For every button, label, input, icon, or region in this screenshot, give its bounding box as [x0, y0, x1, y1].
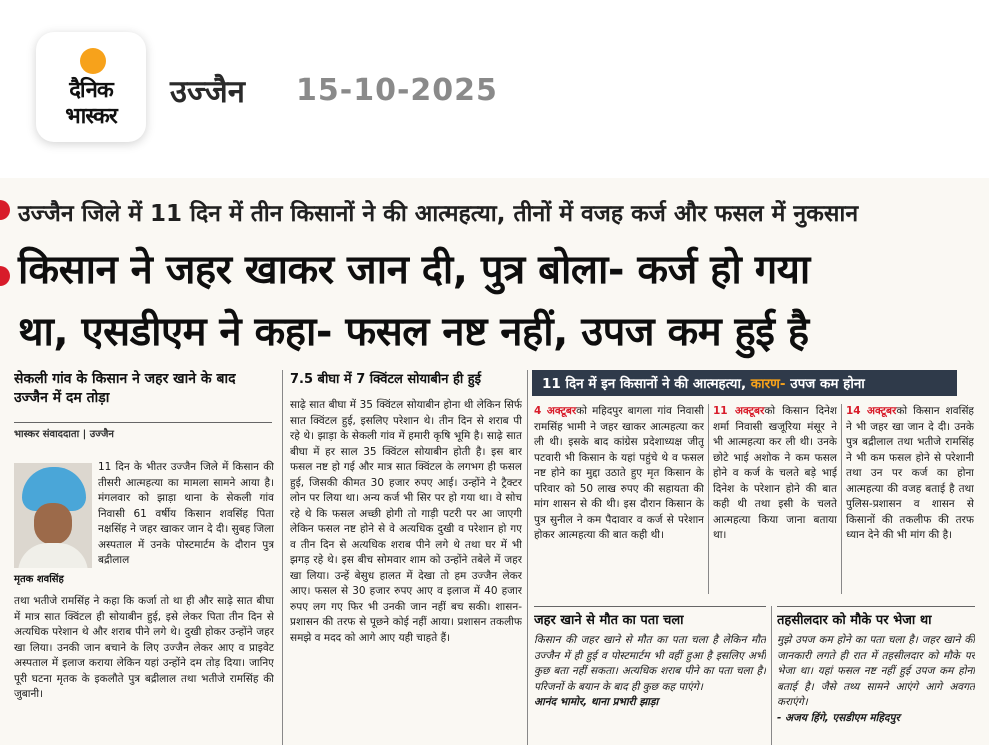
col2-body-wrap: [290, 398, 522, 745]
app-header: [0, 0, 989, 178]
box-item-date: 14 अक्टूबर: [846, 405, 897, 417]
face-shape: [34, 503, 72, 545]
col2-subhead-wrap: [290, 370, 522, 392]
col1-subhead: सेकली गांव के किसान ने जहर खाने के बाद उज्जैन में दम तोड़ा: [14, 371, 236, 406]
box-divider: [841, 404, 842, 594]
red-marker: [0, 200, 10, 220]
article-kicker: उज्जैन जिले में 11 दिन में तीन किसानों ने की आत्महत्या, तीनों में वजह कर्ज और फसल में नुकसान: [18, 201, 859, 227]
side2-body: मुझे उपज कम होने का पता चला है। जहर खाने की जानकारी लगते ही रात में तहसीलदार को मौके पर भेजा था। यहां फसल नष्ट नहीं हुई उपज कम होना बताई है। जैसे तथ्य सामने आएंगे आगे अवगत कराएंगे।: [777, 634, 975, 708]
red-marker: [0, 266, 10, 286]
side2-subhead: तहसीलदार को मौके पर भेजा था: [777, 613, 932, 628]
col1-byline-wrap: [14, 422, 272, 440]
side1-body: किसान की जहर खाने से मौत का पता चला है लेकिन मौत उज्जैन में ही हुई व पोस्टमार्टम भी वहीं हुआ है इसलिए अभी कुछ बता नहीं सकता। अत्यधिक शराब पीने का पता चला है। परिजनों के बयान के बाद ही कुछ कह पाएंगे।: [534, 634, 766, 693]
article-headline-line-1: किसान ने जहर खाकर जान दी, पुत्र बोला- कर्ज हो गया: [18, 247, 810, 293]
box-item-date: 4 अक्टूबर: [534, 405, 577, 417]
box-divider: [708, 404, 709, 594]
side-story-2: [777, 606, 975, 745]
article-headline-line-2: था, एसडीएम ने कहा- फसल नष्ट नहीं, उपज कम हुई है: [18, 309, 809, 355]
box-item-text: को किसान दिनेश शर्मा निवासी खजूरिया मंसूर ने भी आत्महत्या कर ली थी। उनके छोटे भाई अशोक ने कम फसल होने व कर्ज के चलते बड़े भाई दिनेश के परेशान होने की बात कही थी तथा इसी के चलते आत्महत्या किया जाना बताया था।: [713, 405, 837, 541]
column-divider: [771, 606, 772, 745]
box-title-tail: उपज कम होना: [785, 376, 865, 392]
col2-body: साढ़े सात बीघा में 35 क्विंटल सोयाबीन होना थी लेकिन सिर्फ सात क्विंटल हुई, इसलिए परेशान थे। तीन दिन से शराब पी रहे थे। झाड़ा के सेकली गांव में हमारी कृषि भूमि है। साढ़े सात बीघा में हर साल 35 क्विंटल सोयाबीन होती है। इस बार फसल नष्ट हो गई और मात्र सात क्विंटल के लगभग ही फसल हुई, जिसकी कीमत 30 हजार रुपए आई। उन्होंने ने ट्रैक्टर लोन पर लिया था। अन्य कर्ज भी सिर पर हो गया था। वे सोच रहे थे कि फसल अच्छी होगी तो गाड़ी पटरी पर आ जाएगी लेकिन फसल नष्ट होने से वे अत्यधिक दुखी व परेशान हो गए व तीन दिन से अत्यधिक शराब पीने लगे थे तथा घर में भी झगड़ रहे थे। इस बीच सोमवार शाम को उन्होंने तबेले में जहर खा लिया। उन्हें बेसुध हालत में देखा तो हम उज्जैन लेकर आए। फसल से 30 हजार रुपए आए व इलाज में 40 हजार रुपए लग गए फिर भी उनकी जान नहीं बच सकी। शासन-प्रशासन की तरफ से पूछने कोई नहीं आया। प्रशासन तकलीफ समझे व मदद को आगे आए यही चाहते हैं।: [290, 399, 522, 644]
box-item-date: 11 अक्टूबर: [713, 405, 765, 417]
box-item-text: को किसान शवसिंह ने भी जहर खा जान दे दी। उनके पुत्र बद्रीलाल तथा भतीजे रामसिंह ने भी कम फसल होने से परेशानी तथा उन पर कर्ज का होना आत्महत्या की वजह बताई है तथा पुलिस-प्रशासन व शासन से किसानों की तकलीफ की तरफ ध्यान देने की भी मांग की है।: [846, 405, 974, 541]
edition-date[interactable]: 15-10-2025: [296, 73, 498, 108]
col1-body-top-wrap: [98, 460, 274, 594]
newspaper-clipping: [0, 178, 989, 745]
column-divider: [527, 370, 528, 745]
victim-photo: [14, 463, 92, 568]
box-item-3: [846, 404, 974, 598]
logo-line-2: भास्कर: [65, 104, 117, 129]
dainik-bhaskar-logo[interactable]: [36, 32, 146, 142]
box-title-highlight: कारण-: [750, 376, 786, 392]
box-item-2: [713, 404, 837, 598]
box-title: [532, 370, 957, 396]
byline: भास्कर संवाददाता | उज्जैन: [14, 429, 114, 440]
column-divider: [282, 370, 283, 745]
box-title-text: 11 दिन में इन किसानों ने की आत्महत्या,: [542, 376, 751, 392]
col1-body-bottom: तथा भतीजे रामसिंह ने कहा कि कर्जा तो था ही और साढ़े सात बीघा में मात्र सात क्विंटल ही सोयाबीन हुई, इसे लेकर पिता तीन दिन से अत्यधिक परेशान थे और शराब पीने लगे थे। दुखी होकर उन्होंने जहर खा लिया। उनकी जान बचाने के लिए उज्जैन लेकर आए व प्राइवेट अस्पताल में इलाज कराया लेकिन यहां उन्होंने दम तोड़ दिया। जानिए पूरी घटना मृतक के इकलौते पुत्र बद्रीलाल तथा भतीजे रामसिंह की जुबानी।: [14, 595, 274, 700]
side1-subhead: जहर खाने से मौत का पता चला: [534, 613, 684, 628]
shirt-shape: [18, 543, 88, 568]
side-story-1: [534, 606, 766, 745]
col2-subhead: 7.5 बीघा में 7 क्विंटल सोयाबीन ही हुई: [290, 372, 482, 387]
sun-icon: [80, 48, 106, 74]
col1-body-top: 11 दिन के भीतर उज्जैन जिले में किसान की तीसरी आत्महत्या का मामला सामने आया है। मंगलवार को झाड़ा थाना के सेकली गांव निवासी 61 वर्षीय किसान शवसिंह पिता नक्षसिंह ने जहर खाकर जान दे दी। सुबह जिला अस्पताल में उनके पोस्टमार्टम के दौरान पुत्र बद्रीलाल: [98, 461, 274, 566]
side1-attribution: आनंद भामोर, थाना प्रभारी झाड़ा: [534, 696, 659, 708]
edition-city[interactable]: उज्जैन: [170, 74, 245, 110]
col1-subhead-wrap: [14, 370, 272, 410]
box-item-text: को महिदपुर बागला गांव निवासी रामसिंह भामी ने जहर खाकर आत्महत्या कर ली थी। इसके बाद कांग्रेस प्रदेशाध्यक्ष जीतू पटवारी भी किसान के यहां पहुंचे थे व फसल नष्ट होने का मुद्दा उठाते हुए मृत किसान के परिवार को 50 लाख रुपए की सहायता की मांग शासन से की थी। इस दौरान किसान के पुत्र सुनील ने कम पैदावार व कर्ज से परेशान होकर आत्महत्या की बात कही थी।: [534, 405, 704, 541]
box-item-1: [534, 404, 704, 598]
photo-caption: मृतक शवसिंह: [14, 574, 64, 585]
logo-line-1: दैनिक: [69, 78, 113, 103]
side2-attribution: - अजय हिंगे, एसडीएम महिदपुर: [777, 711, 900, 724]
col1-body-bottom-wrap: [14, 594, 274, 745]
